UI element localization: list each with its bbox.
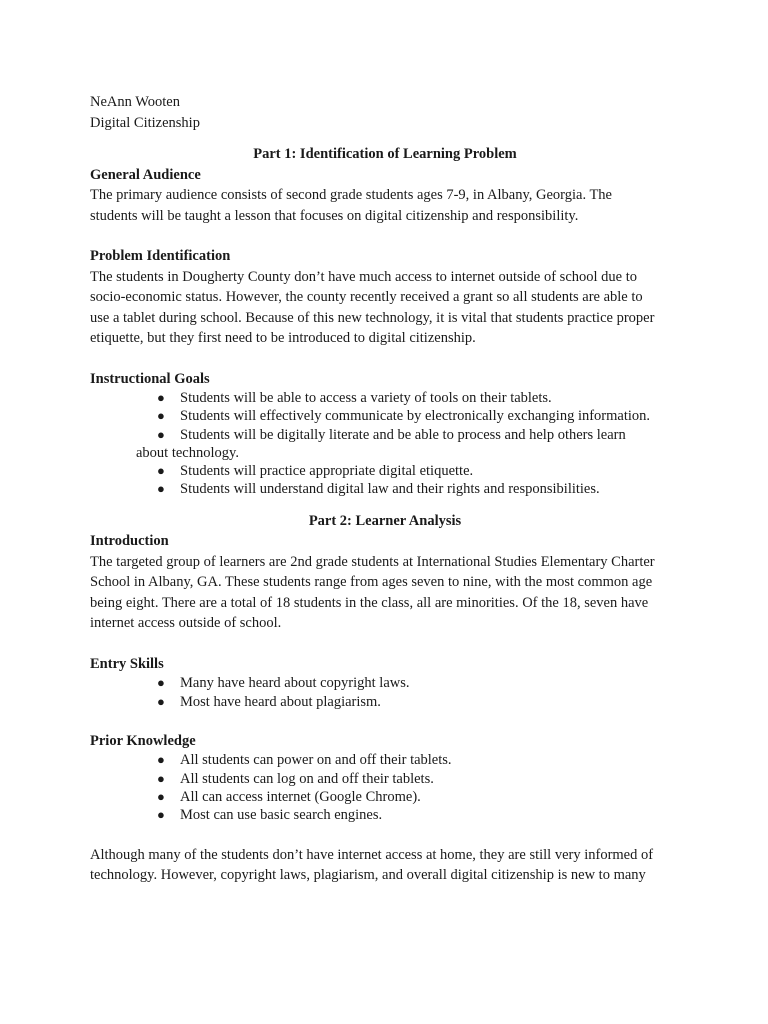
- list-item-text: Students will practice appropriate digital etiquette.: [180, 463, 474, 480]
- paragraph-line: The primary audience consists of second grade students ages 7-9, in Albany, Georgia. The: [90, 187, 612, 203]
- course-name: Digital Citizenship: [90, 114, 200, 131]
- paragraph-line: socio-economic status. However, the county recently received a grant so all students are able to: [90, 289, 643, 305]
- introduction-section: [90, 531, 680, 634]
- list-item: [90, 674, 680, 692]
- bullet-icon: ●: [157, 463, 165, 479]
- problem-identification-heading: Problem Identification: [90, 248, 231, 264]
- prior-knowledge-section: [90, 731, 680, 825]
- instructional-goals-heading: Instructional Goals: [90, 370, 210, 387]
- part2-title: Part 2: Learner Analysis: [308, 512, 462, 529]
- entry-skills-heading: Entry Skills: [90, 655, 164, 672]
- list-item-text: Many have heard about copyright laws.: [180, 675, 410, 692]
- bullet-icon: ●: [157, 807, 165, 823]
- list-item-text: Students will be digitally literate and be able to process and help others learn: [180, 426, 626, 443]
- part1-title: Part 1: Identification of Learning Problem: [253, 146, 517, 162]
- list-item-text: Students will effectively communicate by electronically exchanging information.: [180, 408, 651, 425]
- author-name: NeAnn Wooten: [90, 94, 180, 110]
- introduction-heading: Introduction: [90, 533, 169, 550]
- instructional-goals-list: [90, 389, 680, 499]
- bullet-icon: ●: [157, 752, 165, 768]
- list-item: [90, 480, 680, 498]
- paragraph-line: students will be taught a lesson that focuses on digital citizenship and responsibility.: [90, 207, 579, 224]
- paragraph-line: School in Albany, GA. These students range from ages seven to nine, with the most common age: [90, 574, 653, 591]
- list-item: [90, 770, 680, 788]
- list-item-text: Students will be able to access a variety of tools on their tablets.: [180, 390, 552, 406]
- paragraph-line: The targeted group of learners are 2nd grade students at International Studies Elementary Charter: [90, 553, 655, 570]
- list-item-text: Most have heard about plagiarism.: [180, 693, 381, 710]
- bullet-icon: ●: [157, 426, 165, 442]
- paragraph-line: technology. However, copyright laws, plagiarism, and overall digital citizenship is new to many: [90, 867, 646, 884]
- instructional-goals-section: [90, 369, 680, 499]
- bullet-icon: ●: [157, 770, 165, 786]
- bullet-icon: ●: [157, 408, 165, 424]
- problem-identification-section: [90, 246, 680, 349]
- prior-knowledge-heading: Prior Knowledge: [90, 732, 196, 749]
- list-item-text: All students can power on and off their tablets.: [180, 752, 452, 769]
- entry-skills-section: [90, 654, 680, 711]
- paragraph-line: internet access outside of school.: [90, 615, 282, 632]
- bullet-icon: ●: [157, 481, 165, 497]
- paragraph-line: Although many of the students don’t have internet access at home, they are still very informed of: [90, 846, 654, 863]
- paragraph-line: etiquette, but they first need to be introduced to digital citizenship.: [90, 330, 476, 346]
- list-item: [90, 389, 680, 407]
- list-item: [90, 806, 680, 824]
- document-header: [90, 92, 680, 133]
- list-item-text: All students can log on and off their tablets.: [180, 770, 434, 787]
- list-item: [90, 693, 680, 711]
- list-item-continuation: about technology.: [136, 444, 239, 461]
- list-item: [90, 426, 680, 463]
- closing-paragraph: [90, 845, 680, 886]
- paragraph-line: being eight. There are a total of 18 students in the class, all are minorities. Of the 18, seven have: [90, 594, 649, 611]
- list-item-text: Students will understand digital law and their rights and responsibilities.: [180, 481, 600, 498]
- list-item: [90, 751, 680, 769]
- bullet-icon: ●: [157, 390, 165, 405]
- paragraph-line: The students in Dougherty County don’t have much access to internet outside of school due to: [90, 268, 637, 285]
- list-item-text: All can access internet (Google Chrome).: [180, 788, 421, 805]
- document-page: [90, 92, 680, 886]
- entry-skills-list: [90, 674, 680, 711]
- general-audience-heading: General Audience: [90, 166, 201, 183]
- list-item-text: Most can use basic search engines.: [180, 807, 383, 824]
- list-item: [90, 788, 680, 806]
- list-item: [90, 407, 680, 425]
- paragraph-line: use a tablet during school. Because of this new technology, it is vital that students practice proper: [90, 309, 655, 326]
- bullet-icon: ●: [157, 675, 165, 691]
- list-item: [90, 462, 680, 480]
- prior-knowledge-list: [90, 751, 680, 824]
- bullet-icon: ●: [157, 788, 165, 804]
- bullet-icon: ●: [157, 693, 165, 709]
- general-audience-section: [90, 165, 680, 227]
